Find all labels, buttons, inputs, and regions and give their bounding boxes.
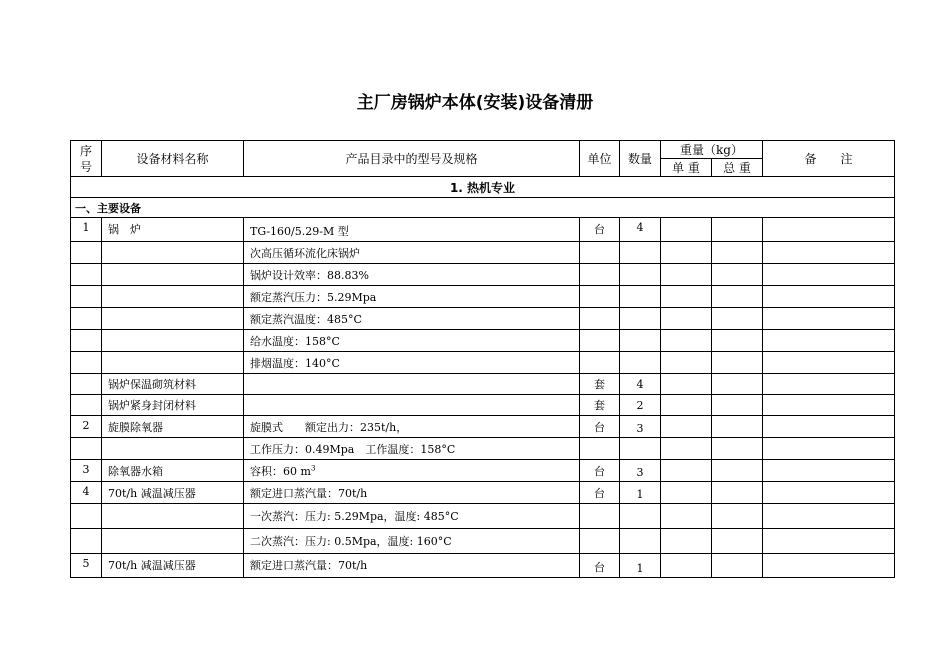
table-row: [71, 416, 895, 438]
header-unit-weight: 单 重: [661, 159, 712, 177]
header-remark: 备 注: [763, 141, 895, 177]
cell-unit-weight: [661, 218, 712, 242]
cell-qty: 3: [620, 416, 661, 438]
cell-qty: 3: [620, 460, 661, 482]
cell-spec: TG-160/5.29-M 型: [244, 218, 580, 242]
section-row: [71, 177, 895, 198]
cell-seq: 4: [71, 482, 102, 504]
cell-spec: 给水温度：158°C: [244, 330, 580, 352]
cell-name: 锅炉保温砌筑材料: [102, 374, 244, 395]
cell-spec: 额定进口蒸汽量：70t/h: [244, 554, 580, 578]
cell-name: 70t/h 减温减压器: [102, 554, 244, 578]
cell-spec: 旋膜式 额定出力：235t/h，: [244, 416, 580, 438]
cell-unit: 台: [580, 554, 620, 578]
cell-spec: 容积：60 $m^3$: [244, 460, 580, 482]
table-row: [71, 330, 895, 352]
cell-unit: 台: [580, 218, 620, 242]
cell-spec: 二次蒸汽：压力: 0.5Mpa，温度: 160°C: [244, 529, 580, 554]
table-row: [71, 264, 895, 286]
table-row: [71, 374, 895, 395]
header-name: 设备材料名称: [102, 141, 244, 177]
cell-qty: 1: [620, 554, 661, 578]
cell-spec: 次高压循环流化床锅炉: [244, 242, 580, 264]
cell-qty: 4: [620, 218, 661, 242]
cell-spec: 额定进口蒸汽量：70t/h: [244, 482, 580, 504]
subsection-row: [71, 198, 895, 218]
header-total-weight: 总 重: [712, 159, 763, 177]
table-row: [71, 482, 895, 504]
cell-spec: 一次蒸汽：压力: 5.29Mpa，温度: 485°C: [244, 504, 580, 529]
section-title: 1. 热机专业: [71, 177, 895, 198]
cell-qty: 2: [620, 395, 661, 416]
cell-unit: 套: [580, 374, 620, 395]
table-row: [71, 352, 895, 374]
table-row: [71, 286, 895, 308]
cell-name: 旋膜除氧器: [102, 416, 244, 438]
table-row: [71, 529, 895, 554]
header-weight: 重量（kg）: [661, 141, 763, 159]
cell-unit: 台: [580, 416, 620, 438]
cell-name: 锅炉紧身封闭材料: [102, 395, 244, 416]
header-spec: 产品目录中的型号及规格: [244, 141, 580, 177]
cell-name: 除氧器水箱: [102, 460, 244, 482]
cell-unit: 台: [580, 482, 620, 504]
cell-spec: 锅炉设计效率：88.83%: [244, 264, 580, 286]
table-row: [71, 460, 895, 482]
cell-qty: 4: [620, 374, 661, 395]
table-row: [71, 504, 895, 529]
cell-spec: 额定蒸汽压力：5.29Mpa: [244, 286, 580, 308]
cell-seq: 5: [71, 554, 102, 578]
cell-seq: 3: [71, 460, 102, 482]
table-row: [71, 395, 895, 416]
cell-spec: 排烟温度：140°C: [244, 352, 580, 374]
cell-name: 70t/h 减温减压器: [102, 482, 244, 504]
cell-name: 锅 炉: [102, 218, 244, 242]
cell-seq: 2: [71, 416, 102, 438]
cell-unit: 台: [580, 460, 620, 482]
cell-seq: 1: [71, 218, 102, 242]
subsection-title: 一、主要设备: [71, 198, 895, 218]
document-title: 主厂房锅炉本体(安装)设备清册: [356, 93, 594, 113]
table-row: [71, 554, 895, 578]
cell-qty: 1: [620, 482, 661, 504]
cell-unit: 套: [580, 395, 620, 416]
equipment-table: [70, 140, 895, 578]
table-row: [71, 438, 895, 460]
cell-spec: 工作压力：0.49Mpa 工作温度：158°C: [244, 438, 580, 460]
header-qty: 数量: [620, 141, 661, 177]
cell-spec: 额定蒸汽温度：485°C: [244, 308, 580, 330]
table-row: [71, 218, 895, 242]
superscript: 3: [310, 464, 316, 473]
cell-total-weight: [712, 218, 763, 242]
header-unit: 单位: [580, 141, 620, 177]
header-row: [71, 141, 895, 159]
table-row: [71, 308, 895, 330]
cell-remark: [763, 218, 895, 242]
header-seq: 序 号: [71, 141, 102, 177]
table-row: [71, 242, 895, 264]
